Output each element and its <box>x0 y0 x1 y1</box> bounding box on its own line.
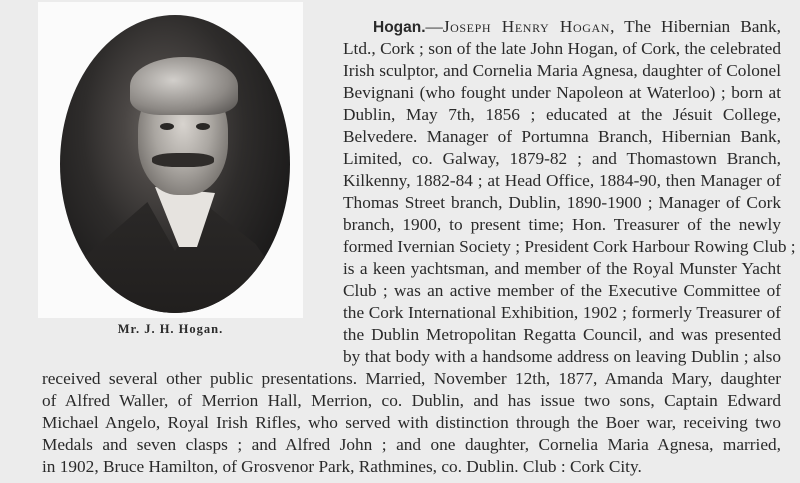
entry-line: branch, 1900, to present time; Hon. Treasurer of the newly <box>343 215 781 234</box>
entry-line: Kilkenny, 1882-84 ; at Head Office, 1884-90, then Manager of <box>343 171 781 190</box>
entry-line: by that body with a handsome address on leaving Dublin ; also <box>343 347 781 366</box>
entry-line: Dublin, May 7th, 1856 ; educated at the Jésuit College, <box>343 105 781 124</box>
portrait-oval <box>60 15 290 313</box>
entry-line: , The Hibernian Bank, <box>610 17 781 36</box>
entry-line: Ltd., Cork ; son of the late John Hogan, of Cork, the celebrated <box>343 39 781 58</box>
portrait-eye <box>160 123 174 130</box>
portrait-mustache <box>152 153 214 167</box>
portrait-eye <box>196 123 210 130</box>
entry-name: Joseph Henry Hogan <box>442 17 611 36</box>
photo-caption: Mr. J. H. Hogan. <box>117 322 224 336</box>
entry-line: formed Ivernian Society ; President Cork Harbour Rowing Club ; <box>343 237 796 256</box>
portrait-photo <box>38 2 303 318</box>
entry-line: Bevignani (who fought under Napoleon at Waterloo) ; born at <box>343 83 781 102</box>
entry-line: Medals and seven clasps ; and Alfred John ; and one daughter, Cornelia Maria Agnesa, married, <box>42 435 781 454</box>
entry-line: is a keen yachtsman, and member of the Royal Munster Yacht <box>343 259 781 278</box>
entry-line: Michael Angelo, Royal Irish Rifles, who served with distinction through the Boer war, receiving two <box>42 413 781 432</box>
entry-heading: Hogan. <box>373 19 426 36</box>
entry-last-line: in 1902, Bruce Hamilton, of Grosvenor Park, Rathmines, co. Dublin. Club : Cork City. <box>42 457 642 476</box>
entry-line: Limited, co. Galway, 1879-82 ; and Thomastown Branch, <box>343 149 781 168</box>
entry-line: Club ; was an active member of the Executive Committee of <box>343 281 781 300</box>
entry-line: the Cork International Exhibition, 1902 ; formerly Treasurer of <box>343 303 781 322</box>
entry-line: Irish sculptor, and Cornelia Maria Agnesa, daughter of Colonel <box>343 61 781 80</box>
entry-line: of Alfred Waller, of Merrion Hall, Merrion, co. Dublin, and has issue two sons, Captain Edward <box>42 391 781 410</box>
entry-line: the Dublin Metropolitan Regatta Council, and was presented <box>343 325 781 344</box>
portrait-hair <box>130 57 238 115</box>
entry-line: Belvedere. Manager of Portumna Branch, Hibernian Bank, <box>343 127 781 146</box>
entry-first-line <box>373 16 781 38</box>
entry-dash: — <box>425 17 443 36</box>
entry-line: Thomas Street branch, Dublin, 1890-1900 ; Manager of Cork <box>343 193 781 212</box>
entry-line: received several other public presentations. Married, November 12th, 1877, Amanda Mary, daughter <box>42 369 781 388</box>
